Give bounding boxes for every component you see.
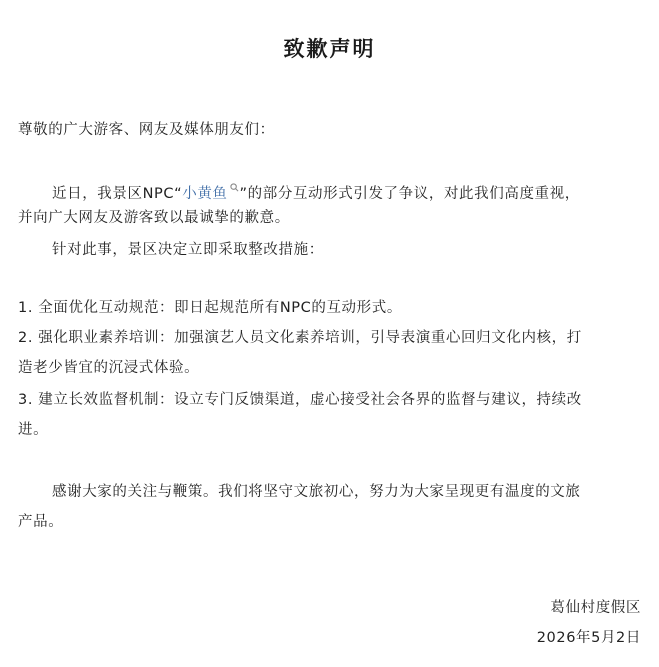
- list-item: 1. 全面优化互动规范：即日起规范所有NPC的互动形式。: [18, 300, 402, 316]
- signature-organization: 葛仙村度假区: [550, 600, 641, 616]
- salutation: 尊敬的广大游客、网友及媒体朋友们：: [18, 122, 275, 138]
- search-icon[interactable]: [230, 178, 239, 198]
- paragraph-closing-line-2: 产品。: [18, 514, 64, 530]
- paragraph-measures-intro: 针对此事，景区决定立即采取整改措施：: [52, 242, 324, 258]
- list-item: 3. 建立长效监督机制：设立专门反馈渠道，虚心接受社会各界的监督与建议，持续改: [18, 392, 582, 408]
- list-item: 2. 强化职业素养培训：加强演艺人员文化素养培训，引导表演重心回归文化内核，打: [18, 330, 582, 346]
- npc-name-link[interactable]: 小黄鱼: [182, 185, 228, 202]
- list-item-continuation: 造老少皆宜的沉浸式体验。: [18, 360, 200, 376]
- paragraph-closing-line-1: 感谢大家的关注与鞭策。我们将坚守文旅初心，努力为大家呈现更有温度的文旅: [52, 484, 581, 500]
- incident-text-before: 近日，我景区NPC“: [52, 185, 183, 202]
- signature-date: 2026年5月2日: [536, 630, 641, 646]
- paragraph-incident-line-2: 并向广大网友及游客致以最诚挚的歉意。: [18, 210, 290, 226]
- paragraph-incident-line-1: [52, 178, 580, 204]
- page-title: 致歉声明: [283, 37, 376, 61]
- list-item-continuation: 进。: [18, 422, 49, 438]
- incident-text-after: ”的部分互动形式引发了争议，对此我们高度重视，: [239, 185, 580, 202]
